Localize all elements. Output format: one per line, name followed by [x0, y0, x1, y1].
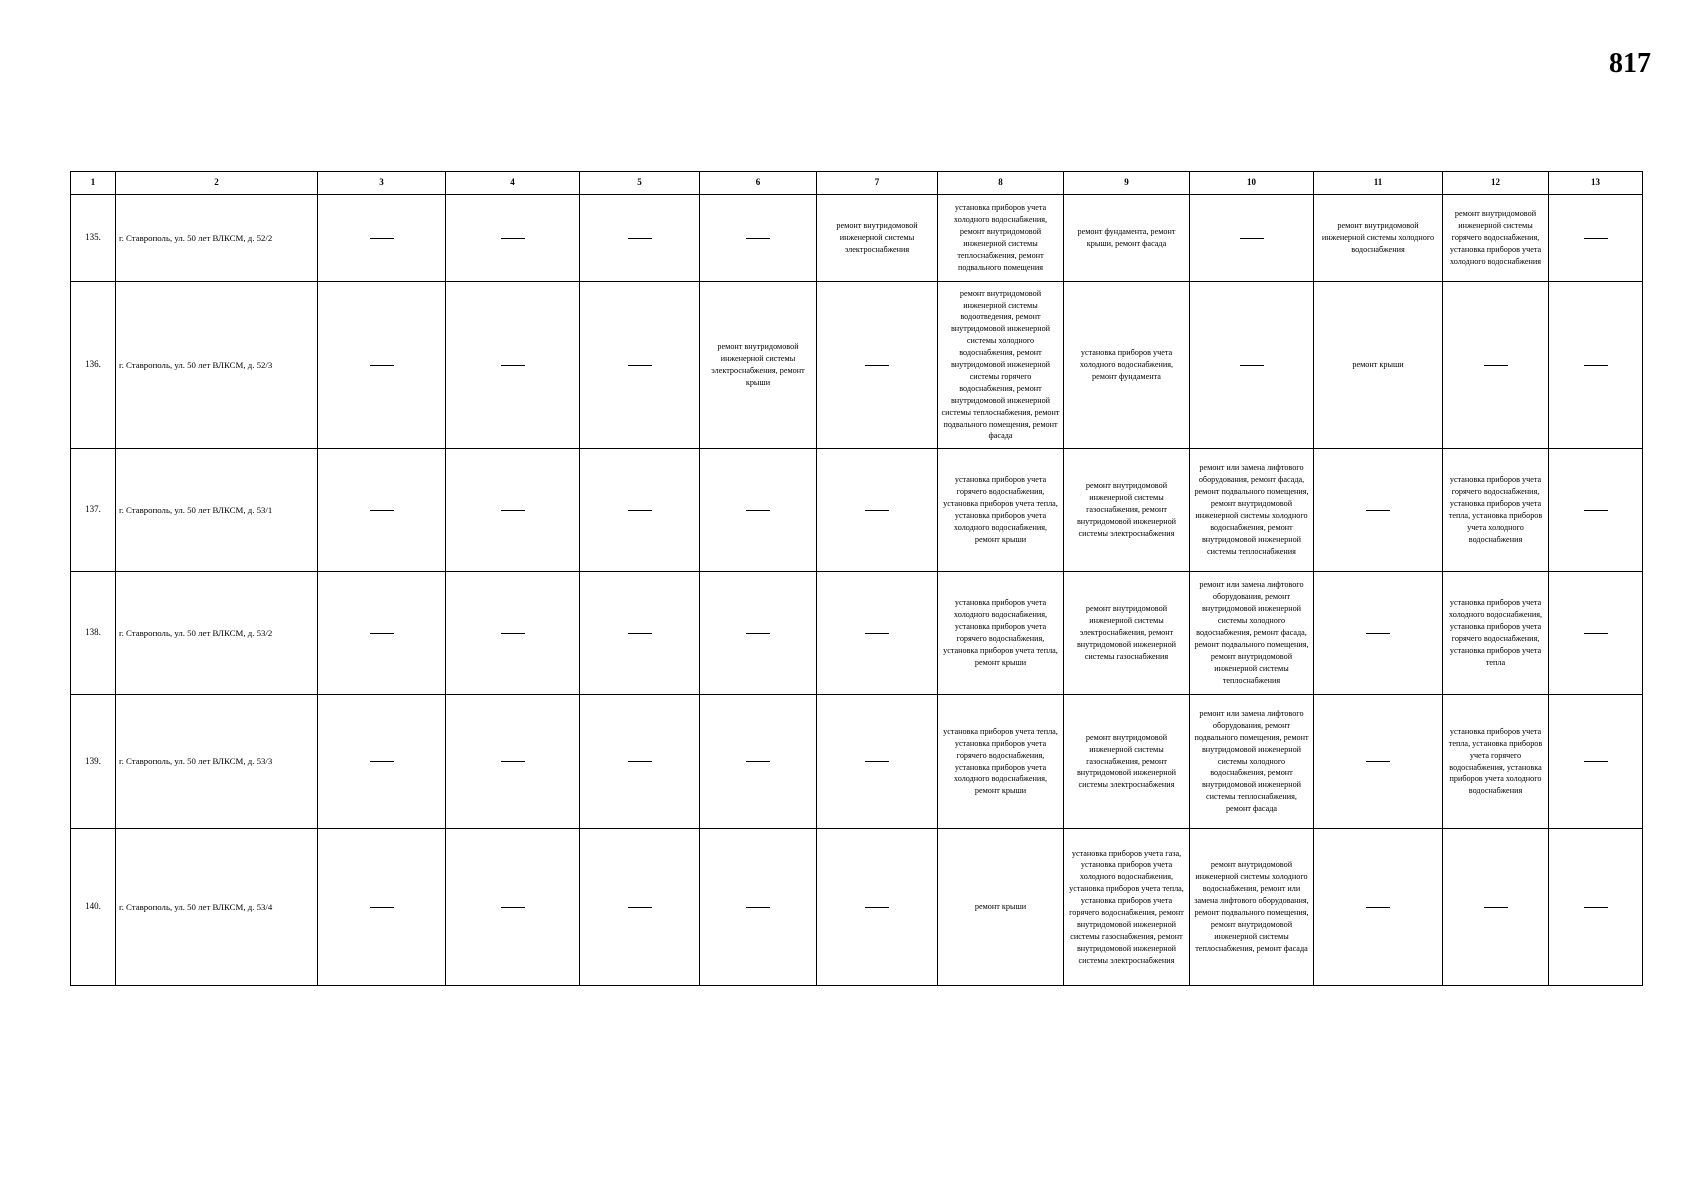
- empty-dash-cell: [1190, 195, 1314, 282]
- dash-mark: [865, 761, 889, 762]
- column-header: 3: [318, 172, 446, 195]
- column-header: 6: [700, 172, 817, 195]
- empty-dash-cell: [446, 572, 580, 695]
- work-type-cell: ремонт или замена лифтового оборудования, ремонт подвального помещения, ремонт внутридомовой инженерной системы холодного водоснабжения, ремонт внутридомовой инженерной системы теплоснабжения, ремонт фасада: [1190, 695, 1314, 829]
- empty-dash-cell: [580, 829, 700, 986]
- empty-dash-cell: [1190, 282, 1314, 449]
- repair-schedule-table: [70, 171, 1643, 986]
- dash-mark: [746, 907, 770, 908]
- empty-dash-cell: [700, 195, 817, 282]
- empty-dash-cell: [817, 829, 938, 986]
- dash-mark: [1584, 761, 1608, 762]
- dash-mark: [1584, 365, 1608, 366]
- row-number: 138.: [71, 572, 116, 695]
- dash-mark: [1366, 761, 1390, 762]
- work-type-cell: ремонт крыши: [1314, 282, 1443, 449]
- address-cell: г. Ставрополь, ул. 50 лет ВЛКСМ, д. 52/2: [116, 195, 318, 282]
- empty-dash-cell: [700, 449, 817, 572]
- row-number: 140.: [71, 829, 116, 986]
- dash-mark: [501, 238, 525, 239]
- dash-mark: [1584, 633, 1608, 634]
- empty-dash-cell: [817, 695, 938, 829]
- column-header: 9: [1064, 172, 1190, 195]
- dash-mark: [865, 510, 889, 511]
- page-number: 817: [1609, 48, 1651, 79]
- empty-dash-cell: [580, 195, 700, 282]
- column-header: 7: [817, 172, 938, 195]
- dash-mark: [1584, 510, 1608, 511]
- dash-mark: [370, 633, 394, 634]
- row-number: 136.: [71, 282, 116, 449]
- work-type-cell: установка приборов учета горячего водоснабжения, установка приборов учета тепла, установка приборов учета холодного водоснабжения, ремонт крыши: [938, 449, 1064, 572]
- empty-dash-cell: [817, 282, 938, 449]
- dash-mark: [370, 365, 394, 366]
- row-number: 139.: [71, 695, 116, 829]
- table-row: [71, 829, 1643, 986]
- dash-mark: [501, 365, 525, 366]
- empty-dash-cell: [1314, 829, 1443, 986]
- dash-mark: [865, 633, 889, 634]
- empty-dash-cell: [1443, 829, 1549, 986]
- dash-mark: [746, 238, 770, 239]
- empty-dash-cell: [580, 695, 700, 829]
- empty-dash-cell: [446, 695, 580, 829]
- address-cell: г. Ставрополь, ул. 50 лет ВЛКСМ, д. 53/3: [116, 695, 318, 829]
- dash-mark: [746, 633, 770, 634]
- work-type-cell: ремонт или замена лифтового оборудования, ремонт внутридомовой инженерной системы холодного водоснабжения, ремонт фасада, ремонт подвального помещения, ремонт внутридомовой инженерной системы теплоснабжения: [1190, 572, 1314, 695]
- dash-mark: [628, 510, 652, 511]
- empty-dash-cell: [1443, 282, 1549, 449]
- empty-dash-cell: [817, 572, 938, 695]
- empty-dash-cell: [700, 695, 817, 829]
- work-type-cell: ремонт внутридомовой инженерной системы газоснабжения, ремонт внутридомовой инженерной системы электроснабжения: [1064, 449, 1190, 572]
- dash-mark: [1484, 907, 1508, 908]
- empty-dash-cell: [580, 572, 700, 695]
- empty-dash-cell: [446, 829, 580, 986]
- work-type-cell: ремонт фундамента, ремонт крыши, ремонт фасада: [1064, 195, 1190, 282]
- empty-dash-cell: [700, 572, 817, 695]
- work-type-cell: ремонт внутридомовой инженерной системы холодного водоснабжения, ремонт или замена лифтового оборудования, ремонт подвального помещения, ремонт внутридомовой инженерной системы теплоснабжения, ремонт фасада: [1190, 829, 1314, 986]
- dash-mark: [370, 238, 394, 239]
- dash-mark: [865, 907, 889, 908]
- work-type-cell: установка приборов учета тепла, установка приборов учета горячего водоснабжения, установка приборов учета холодного водоснабжения, ремонт крыши: [938, 695, 1064, 829]
- empty-dash-cell: [446, 449, 580, 572]
- empty-dash-cell: [1314, 449, 1443, 572]
- work-type-cell: ремонт внутридомовой инженерной системы холодного водоснабжения: [1314, 195, 1443, 282]
- row-number: 135.: [71, 195, 116, 282]
- dash-mark: [1366, 510, 1390, 511]
- empty-dash-cell: [1549, 449, 1643, 572]
- empty-dash-cell: [318, 829, 446, 986]
- column-header: 1: [71, 172, 116, 195]
- empty-dash-cell: [1314, 572, 1443, 695]
- dash-mark: [746, 510, 770, 511]
- empty-dash-cell: [1549, 695, 1643, 829]
- dash-mark: [501, 633, 525, 634]
- empty-dash-cell: [318, 449, 446, 572]
- dash-mark: [370, 761, 394, 762]
- empty-dash-cell: [1549, 572, 1643, 695]
- work-type-cell: установка приборов учета газа, установка приборов учета холодного водоснабжения, установка приборов учета тепла, установка приборов учета горячего водоснабжения, ремонт внутридомовой инженерной системы газоснабжения, ремонт внутридомовой инженерной системы электроснабжения: [1064, 829, 1190, 986]
- column-header: 5: [580, 172, 700, 195]
- work-type-cell: ремонт внутридомовой инженерной системы электроснабжения: [817, 195, 938, 282]
- empty-dash-cell: [1549, 282, 1643, 449]
- column-header: 10: [1190, 172, 1314, 195]
- address-cell: г. Ставрополь, ул. 50 лет ВЛКСМ, д. 53/4: [116, 829, 318, 986]
- empty-dash-cell: [700, 829, 817, 986]
- empty-dash-cell: [318, 282, 446, 449]
- column-header: 11: [1314, 172, 1443, 195]
- empty-dash-cell: [318, 695, 446, 829]
- work-type-cell: установка приборов учета холодного водоснабжения, ремонт фундамента: [1064, 282, 1190, 449]
- empty-dash-cell: [318, 195, 446, 282]
- row-number: 137.: [71, 449, 116, 572]
- work-type-cell: ремонт внутридомовой инженерной системы газоснабжения, ремонт внутридомовой инженерной системы электроснабжения: [1064, 695, 1190, 829]
- work-type-cell: установка приборов учета тепла, установка приборов учета горячего водоснабжения, установка приборов учета холодного водоснабжения: [1443, 695, 1549, 829]
- dash-mark: [1584, 238, 1608, 239]
- dash-mark: [370, 907, 394, 908]
- dash-mark: [1584, 907, 1608, 908]
- column-header: 8: [938, 172, 1064, 195]
- work-type-cell: установка приборов учета холодного водоснабжения, ремонт внутридомовой инженерной системы теплоснабжения, ремонт подвального помещения: [938, 195, 1064, 282]
- header-row: [71, 172, 1643, 195]
- empty-dash-cell: [318, 572, 446, 695]
- work-type-cell: установка приборов учета холодного водоснабжения, установка приборов учета горячего водоснабжения, установка приборов учета тепла, ремонт крыши: [938, 572, 1064, 695]
- empty-dash-cell: [446, 195, 580, 282]
- column-header: 13: [1549, 172, 1643, 195]
- table-row: [71, 695, 1643, 829]
- work-type-cell: ремонт внутридомовой инженерной системы водоотведения, ремонт внутридомовой инженерной системы холодного водоснабжения, ремонт внутридомовой инженерной системы горячего водоснабжения, ремонт внутридомовой инженерной системы теплоснабжения, ремонт подвального помещения, ремонт фасада: [938, 282, 1064, 449]
- address-cell: г. Ставрополь, ул. 50 лет ВЛКСМ, д. 53/2: [116, 572, 318, 695]
- column-header: 4: [446, 172, 580, 195]
- dash-mark: [1366, 907, 1390, 908]
- dash-mark: [501, 907, 525, 908]
- dash-mark: [501, 761, 525, 762]
- empty-dash-cell: [817, 449, 938, 572]
- empty-dash-cell: [1549, 829, 1643, 986]
- table-row: [71, 195, 1643, 282]
- work-type-cell: ремонт внутридомовой инженерной системы электроснабжения, ремонт крыши: [700, 282, 817, 449]
- dash-mark: [1484, 365, 1508, 366]
- work-type-cell: установка приборов учета горячего водоснабжения, установка приборов учета тепла, установка приборов учета холодного водоснабжения: [1443, 449, 1549, 572]
- dash-mark: [1240, 238, 1264, 239]
- dash-mark: [746, 761, 770, 762]
- work-type-cell: ремонт внутридомовой инженерной системы горячего водоснабжения, установка приборов учета холодного водоснабжения: [1443, 195, 1549, 282]
- column-header: 2: [116, 172, 318, 195]
- dash-mark: [628, 907, 652, 908]
- empty-dash-cell: [446, 282, 580, 449]
- table-row: [71, 572, 1643, 695]
- empty-dash-cell: [1549, 195, 1643, 282]
- work-type-cell: установка приборов учета холодного водоснабжения, установка приборов учета горячего водоснабжения, установка приборов учета тепла: [1443, 572, 1549, 695]
- dash-mark: [628, 365, 652, 366]
- work-type-cell: ремонт крыши: [938, 829, 1064, 986]
- dash-mark: [865, 365, 889, 366]
- address-cell: г. Ставрополь, ул. 50 лет ВЛКСМ, д. 53/1: [116, 449, 318, 572]
- empty-dash-cell: [580, 282, 700, 449]
- work-type-cell: ремонт внутридомовой инженерной системы электроснабжения, ремонт внутридомовой инженерной системы газоснабжения: [1064, 572, 1190, 695]
- dash-mark: [628, 633, 652, 634]
- column-header: 12: [1443, 172, 1549, 195]
- dash-mark: [628, 238, 652, 239]
- table-row: [71, 282, 1643, 449]
- dash-mark: [501, 510, 525, 511]
- dash-mark: [1366, 633, 1390, 634]
- work-type-cell: ремонт или замена лифтового оборудования, ремонт фасада, ремонт подвального помещения, ремонт внутридомовой инженерной системы холодного водоснабжения, ремонт внутридомовой инженерной системы теплоснабжения: [1190, 449, 1314, 572]
- empty-dash-cell: [1314, 695, 1443, 829]
- dash-mark: [370, 510, 394, 511]
- dash-mark: [628, 761, 652, 762]
- address-cell: г. Ставрополь, ул. 50 лет ВЛКСМ, д. 52/3: [116, 282, 318, 449]
- empty-dash-cell: [580, 449, 700, 572]
- dash-mark: [1240, 365, 1264, 366]
- table-row: [71, 449, 1643, 572]
